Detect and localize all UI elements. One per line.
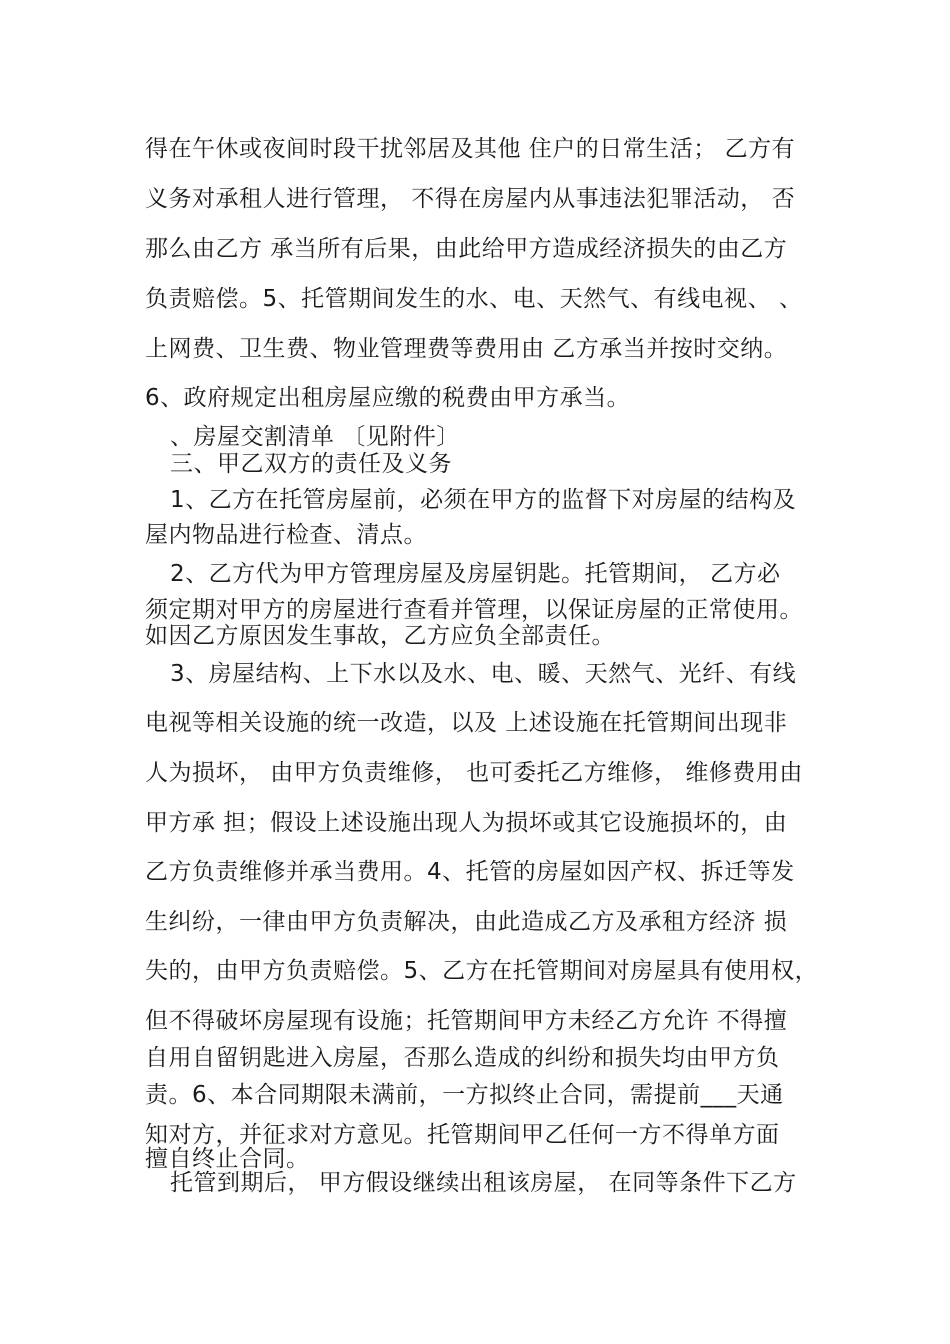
text-line: 须定期对甲方的房屋进行查看并管理，以保证房屋的正常使用。 (145, 597, 803, 623)
text-line: 得在午休或夜间时段干扰邻居及其他 住户的日常生活； 乙方有 (145, 136, 796, 162)
text-line: 负责赔偿。5、托管期间发生的水、电、天然气、有线电视、 、 (145, 286, 803, 312)
text-line: 责。6、本合同期限未满前，一方拟终止合同，需提前___天通 (145, 1082, 784, 1108)
text-line: 人为损坏， 由甲方负责维修， 也可委托乙方维修， 维修费用由 (145, 760, 803, 786)
text-line: 、房屋交割清单 〔见附件〕 (170, 424, 460, 450)
text-line: 甲方承 担；假设上述设施出现人为损坏或其它设施损坏的，由 (145, 810, 788, 836)
text-line: 上网费、卫生费、物业管理费等费用由 乙方承当并按时交纳。 (145, 336, 788, 362)
text-line: 擅自终止合同。 (145, 1146, 310, 1172)
text-line: 那么由乙方 承当所有后果，由此给甲方造成经济损失的由乙方 (145, 236, 788, 262)
text-line: 乙方负责维修并承当费用。4、托管的房屋如因产权、拆迁等发 (145, 859, 795, 885)
text-line: 电视等相关设施的统一改造，以及 上述设施在托管期间出现非 (145, 710, 788, 736)
text-line: 屋内物品进行检查、清点。 (145, 522, 427, 548)
text-line: 3、房屋结构、上下水以及水、电、暖、天然气、光纤、有线 (170, 661, 797, 687)
text-line: 知对方，并征求对方意见。托管期间甲乙任何一方不得单方面 (145, 1122, 780, 1148)
text-line: 义务对承租人进行管理， 不得在房屋内从事违法犯罪活动， 否 (145, 186, 796, 212)
text-line: 如因乙方原因发生事故，乙方应负全部责任。 (145, 623, 615, 649)
text-line: 生纠纷，一律由甲方负责解决，由此造成乙方及承租方经济 损 (145, 909, 788, 935)
text-line: 自用自留钥匙进入房屋，否那么造成的纠纷和损失均由甲方负 (145, 1045, 780, 1071)
text-line: 6、政府规定出租房屋应缴的税费由甲方承当。 (145, 385, 631, 411)
text-line: 失的，由甲方负责赔偿。5、乙方在托管期间对房屋具有使用权， (145, 958, 819, 984)
text-line: 但不得破坏房屋现有设施；托管期间甲方未经乙方允许 不得擅 (145, 1008, 788, 1034)
text-line: 1、乙方在托管房屋前，必须在甲方的监督下对房屋的结构及 (170, 487, 797, 513)
section-heading: 三、甲乙双方的责任及义务 (170, 451, 452, 477)
text-line: 2、乙方代为甲方管理房屋及房屋钥匙。托管期间， 乙方必 (170, 561, 781, 587)
text-line: 托管到期后， 甲方假设继续出租该房屋， 在同等条件下乙方 (170, 1170, 797, 1196)
